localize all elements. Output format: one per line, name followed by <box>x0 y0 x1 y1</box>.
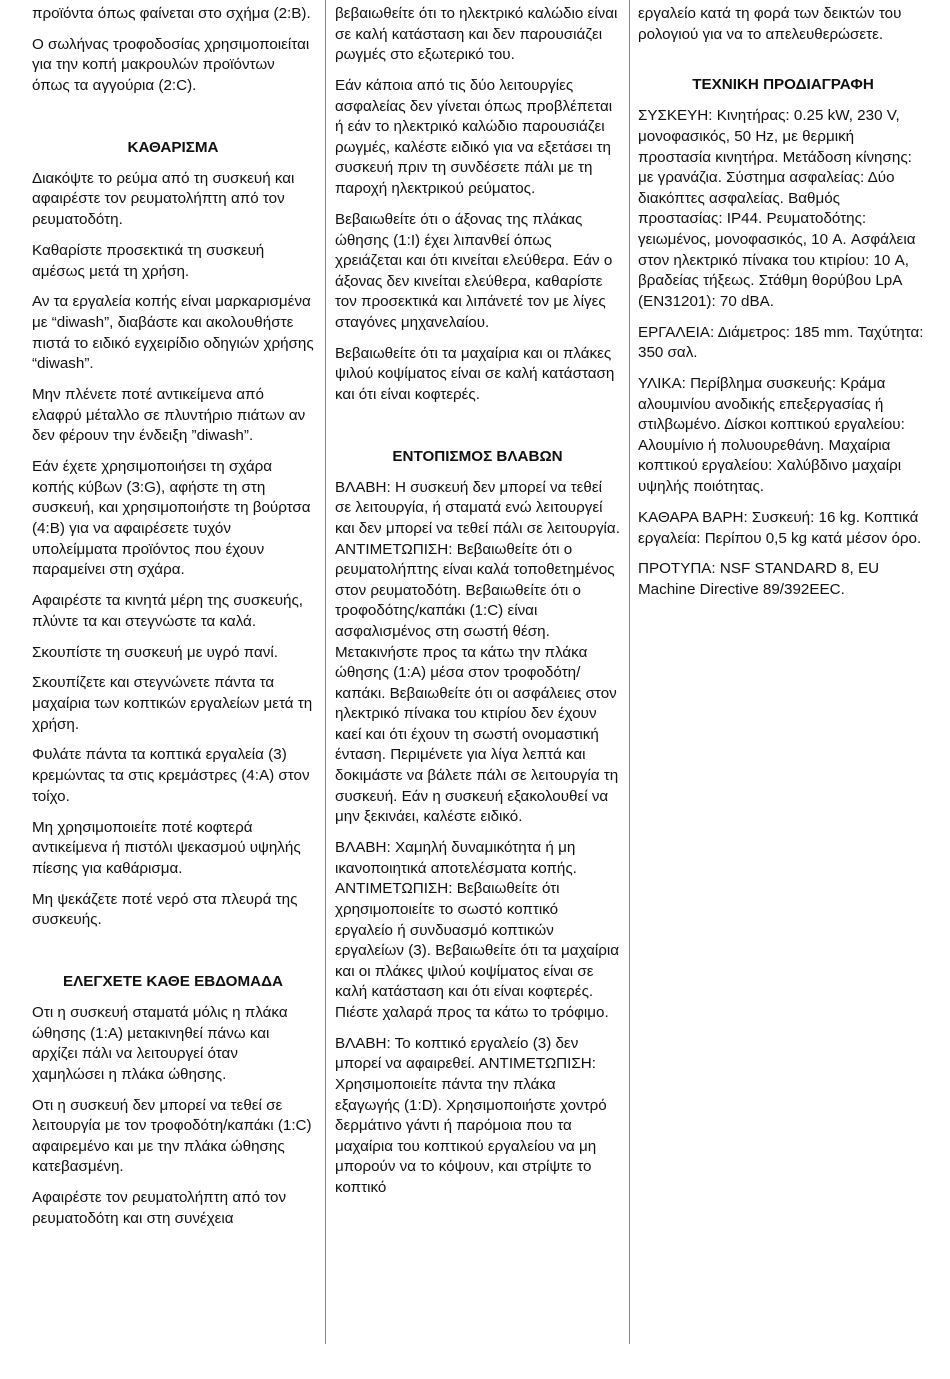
paragraph: Αν τα εργαλεία κοπής είναι μαρκαρισμένα με “diwash”, διαβάστε και ακολουθήστε πιστά το ειδικό εγχειρίδιο οδηγιών χρήσης “diwash”. <box>32 293 314 373</box>
paragraph: εργαλείο κατά τη φορά των δεικτών του ρολογιού για να το απελευθερώσετε. <box>638 5 902 43</box>
paragraph: Οτι η συσκευή σταματά μόλις η πλάκα ώθησης (1:A) μετακινηθεί πάνω και αρχίζει πάλι να λειτουργεί όταν χαμηλώσει η πλάκα ώθησης. <box>32 1004 288 1083</box>
section-heading-cleaning: ΚΑΘΑΡΙΣΜΑ <box>127 138 219 156</box>
paragraph: Μη ψεκάζετε ποτέ νερό στα πλευρά της συσκευής. <box>32 890 298 929</box>
paragraph: Ο σωλήνας τροφοδοσίας χρησιμοποιείται για την κοπή μακρουλών προϊόντων όπως τα αγγούρια (2:C). <box>32 35 310 95</box>
paragraph: βεβαιωθείτε ότι το ηλεκτρικό καλώδιο είναι σε καλή κατάσταση και δεν παρουσιάζει ρωγμές στο εξωτερικό του. <box>335 5 618 64</box>
paragraph: Καθαρίστε προσεκτικά τη συσκευή αμέσως μετά τη χρήση. <box>32 241 265 280</box>
paragraph: ΥΛΙΚΑ: Περίβλημα συσκευής: Κράμα αλουμινίου ανοδικής επεξεργασίας ή στιλβωμένο. Δίσκοι κοπτικού εργαλείου: Αλουμίνιο ή πολυουρεθάνη. Μαχαίρια κοπτικού εργαλείου: Χαλύβδινο μαχαίρι υψηλής ποιότητας. <box>638 375 905 496</box>
paragraph: ΠΡΟΤΥΠΑ: NSF STANDARD 8, EU Machine Directive 89/392EEC. <box>638 560 880 599</box>
paragraph: Σκουπίστε τη συσκευή με υγρό πανί. <box>32 643 278 661</box>
paragraph: ΚΑΘΑΡΑ ΒΑΡΗ: Συσκευή: 16 kg. Κοπτικά εργαλεία: Περίπου 0,5 kg κατά μέσον όρο. <box>638 508 922 547</box>
spacer <box>335 416 620 447</box>
spacer <box>638 55 928 75</box>
paragraph: ΕΡΓΑΛΕΙΑ: Διάμετρος: 185 mm. Ταχύτητα: 350 σαλ. <box>638 323 924 362</box>
paragraph: Εάν έχετε χρησιμοποιήσει τη σχάρα κοπής κύβων (3:G), αφήστε τη στη συσκευή, και χρησιμοποιήστε τη βούρτσα (4:B) για να αφαιρέσετε τυχόν υπολείμματα προϊόντος που έχουν παραμείνει στη σχάρα. <box>32 458 311 579</box>
paragraph: Εάν κάποια από τις δύο λειτουργίες ασφαλείας δεν γίνεται όπως προβλέπεται ή εάν το ηλεκτρικό καλώδιο παρουσιάζει ρωγμές, καλέστε ειδικό για να εξετάσει τη συσκευή πριν τη συνδέσετε πάλι με τη παροχή ηλεκτρικού ρεύματος. <box>335 77 613 198</box>
paragraph: ΒΛΑΒΗ: Χαμηλή δυναμικότητα ή μη ικανοποιητικά αποτελέσματα κοπής. ΑΝΤΙΜΕΤΩΠΙΣΗ: Βεβαιωθείτε ότι χρησιμοποιείτε το σωστό κοπτικό εργαλείο ή συνδυασμό κοπτικών εργαλείων (3). Βεβαιωθείτε ότι τα μαχαίρια και οι πλάκες ψιλού κοψίματος είναι σε καλή κατάσταση και ότι είναι κοφτερές. Πιέστε χαλαρά προς τα κάτω το τρόφιμο. <box>335 839 620 1021</box>
paragraph: Βεβαιωθείτε ότι ο άξονας της πλάκας ώθησης (1:I) έχει λιπανθεί όπως χρειάζεται και ότι κινείται ελεύθερα. Εάν ο άξονας δεν κινείται ελεύθερα, καθαρίστε τον προσεκτικά και λιπάνετέ τον με λίγες σταγόνες μηχανελαίου. <box>335 210 613 331</box>
spacer <box>32 941 314 972</box>
paragraph: Διακόψτε το ρεύμα από τη συσκευή και αφαιρέστε τον ρευματολήπτη από τον ρευματοδότη. <box>32 169 295 229</box>
spacer <box>32 107 314 138</box>
paragraph: Μην πλένετε ποτέ αντικείμενα από ελαφρύ μέταλλο σε πλυντήριο πιάτων αν δεν φέρουν την ένδειξη ”diwash”. <box>32 386 306 445</box>
paragraph: Μη χρησιμοποιείτε ποτέ κοφτερά αντικείμενα ή πιστόλι ψεκασμού υψηλής πίεσης για καθάρισμα. <box>32 818 301 877</box>
section-heading-technical-spec: ΤΕΧΝΙΚΗ ΠΡΟΔΙΑΓΡΑΦΗ <box>692 76 874 94</box>
column-divider <box>629 0 630 1344</box>
paragraph: προϊόντα όπως φαίνεται στο σχήμα (2:B). <box>32 5 311 22</box>
paragraph: Φυλάτε πάντα τα κοπτικά εργαλεία (3) κρεμώντας τα στις κρεμάστρες (4:A) στον τοίχο. <box>32 746 310 805</box>
paragraph: Οτι η συσκευή δεν μπορεί να τεθεί σε λειτουργία με τον τροφοδότη/καπάκι (1:C) αφαιρεμένο και με την πλάκα ώθησης κατεβασμένη. <box>32 1096 312 1176</box>
column-divider <box>325 0 326 1344</box>
paragraph: ΣΥΣΚΕΥΗ: Κινητήρας: 0.25 kW, 230 V, μονοφασικός, 50 Hz, με θερμική προστασία κινητήρα. Μετάδοση κίνησης: με γρανάζια. Σύστημα ασφαλείας: Δύο διακόπτες ασφαλείας. Βαθμός προστασίας: IP44. Ρευματοδότης: γειωμένος, μονοφασικός, 10 A. Ασφάλεια στον ηλεκτρικό πίνακα του κτιρίου: 10 A, βραδείας τήξεως. Στάθμη θορύβου LpA (EN31201): 70 dBA. <box>638 107 916 310</box>
paragraph: ΒΛΑΒΗ: Το κοπτικό εργαλείο (3) δεν μπορεί να αφαιρεθεί. ΑΝΤΙΜΕΤΩΠΙΣΗ: Χρησιμοποιείτε πάντα την πλάκα εξαγωγής (1:D). Χρησιμοποιήστε χοντρό δερμάτινο γάντι ή παρόμοια που τα μαχαίρια του κοπτικού εργαλείου να μη μπορούν να το κόψουν, και στρίψτε το κοπτικό <box>335 1034 607 1196</box>
paragraph: ΒΛΑΒΗ: Η συσκευή δεν μπορεί να τεθεί σε λειτουργία, ή σταματά ενώ λειτουργεί και δεν μπορεί να τεθεί πάλι σε λειτουργία. ΑΝΤΙΜΕΤΩΠΙΣΗ: Βεβαιωθείτε ότι ο ρευματολήπτης είναι καλά τοποθετημένος στον ρευματοδότη. Βεβαιωθείτε ότι ο τροφοδότης/καπάκι (1:C) είναι ασφαλισμένος στη σωστή θέση. Μετακινήστε προς τα κάτω την πλάκα ώθησης (1:A) μέσα στον τροφοδότη/καπάκι. Βεβαιωθείτε ότι οι ασφάλειες στον ηλεκτρικό πίνακα του κτιρίου δεν έχουν καεί και ότι έχουν τη σωστή ονομαστική ένταση. Περιμένετε για λίγα λεπτά και δοκιμάστε να βάλετε πάλι σε λειτουργία τη συσκευή. Εάν η συσκευή εξακολουθεί να μην ξεκινάει, καλέστε ειδικό. <box>335 478 620 826</box>
column-right <box>638 4 928 611</box>
column-middle <box>335 4 620 1209</box>
column-left <box>32 4 314 1240</box>
paragraph: Βεβαιωθείτε ότι τα μαχαίρια και οι πλάκες ψιλού κοψίματος είναι σε καλή κατάσταση και ότι είναι κοφτερές. <box>335 344 615 403</box>
paragraph: Σκουπίζετε και στεγνώνετε πάντα τα μαχαίρια των κοπτικών εργαλείων μετά τη χρήση. <box>32 674 313 733</box>
paragraph: Αφαιρέστε τον ρευματολήπτη από τον ρευματοδότη και στη συνέχεια <box>32 1189 287 1227</box>
section-heading-weekly-check: ΕΛΕΓΧΕΤΕ ΚΑΘΕ ΕΒΔΟΜΑΔΑ <box>62 973 284 991</box>
section-heading-troubleshooting: ΕΝΤΟΠΙΣΜΟΣ ΒΛΑΒΩΝ <box>392 447 563 465</box>
paragraph: Αφαιρέστε τα κινητά μέρη της συσκευής, πλύντε τα και στεγνώστε τα καλά. <box>32 592 304 630</box>
